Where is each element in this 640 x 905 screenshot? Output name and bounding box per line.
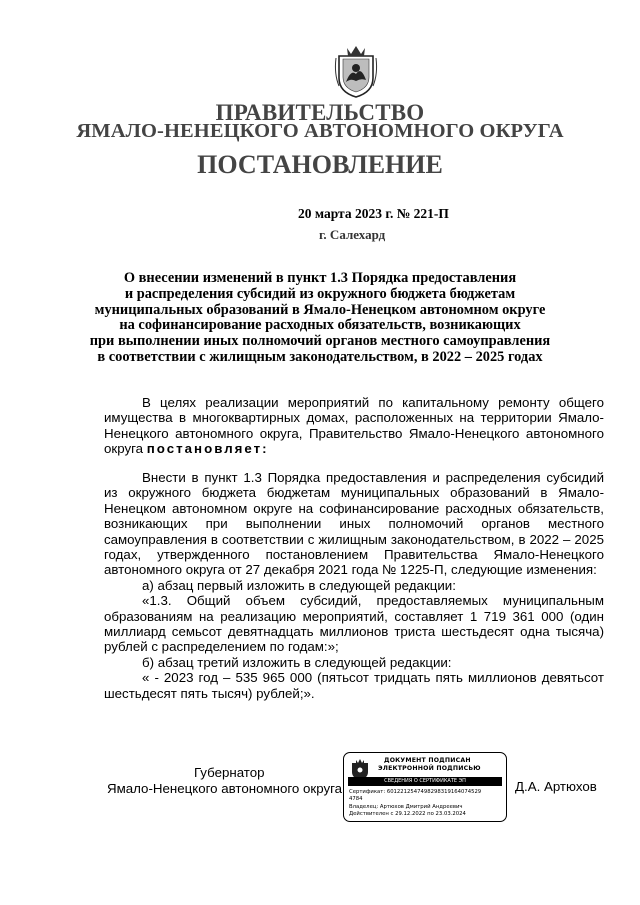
coat-of-arms-icon bbox=[333, 44, 379, 98]
title-line: муниципальных образований в Ямало-Ненецком автономном округе bbox=[94, 301, 546, 318]
document-title bbox=[60, 271, 580, 366]
region-title: ЯМАЛО-НЕНЕЦКОГО АВТОНОМНОГО ОКРУГА bbox=[76, 120, 564, 142]
title-line: в соответствии с жилищным законодательством, в 2022 – 2025 годах bbox=[97, 348, 543, 365]
stamp-subheading: ЭЛЕКТРОННОЙ ПОДПИСЬЮ bbox=[378, 765, 481, 772]
title-line: при выполнении иных полномочий органов местного самоуправления bbox=[89, 333, 551, 350]
electronic-signature-stamp bbox=[343, 752, 507, 822]
stamp-certificate-cont: 4784 bbox=[349, 796, 363, 802]
stamp-certificate: Сертификат: 6012212547498298319164074529 bbox=[349, 789, 482, 795]
date-number: 20 марта 2023 г. № 221-П bbox=[298, 206, 449, 221]
body-paragraph: б) абзац третий изложить в следующей редакции: bbox=[142, 654, 452, 670]
document-body bbox=[104, 470, 604, 701]
signatory-position: Губернатор bbox=[194, 765, 265, 780]
city: г. Салехард bbox=[319, 227, 386, 242]
body-paragraph: а) абзац первый изложить в следующей редакции: bbox=[142, 577, 456, 593]
preamble-action: постановляет: bbox=[146, 441, 269, 457]
title-line: и распределения субсидий из окружного бюджета бюджетам bbox=[124, 285, 516, 302]
stamp-bar: СВЕДЕНИЯ О СЕРТИФИКАТЕ ЭП bbox=[348, 777, 502, 786]
stamp-owner: Владелец: Артюхов Дмитрий Андреевич bbox=[349, 804, 463, 810]
body-paragraph: «1.3. Общий объем субсидий, предоставляемых муниципальным образованиям на реализацию мероприятий, составляет 1 719 361 000 (один миллиард семьсот девятнадцать миллионов триста шестьдесят одна тысяча) рублей с распределением по годам:»; bbox=[104, 593, 604, 655]
signatory-position-region: Ямало-Ненецкого автономного округа bbox=[107, 781, 343, 796]
preamble-text: В целях реализации мероприятий по капитальному ремонту общего имущества в многоквартирных домах, расположенных на территории Ямало-Ненецкого автономного округа, Правительство Ямало-Ненецкого автономного округа bbox=[104, 395, 604, 457]
signatory-name: Д.А. Артюхов bbox=[515, 779, 597, 794]
preamble-paragraph bbox=[104, 395, 604, 457]
body-paragraph: « - 2023 год – 535 965 000 (пятьсот тридцать пять миллионов девятьсот шестьдесят пять тысяч) рублей;». bbox=[104, 670, 604, 701]
government-title: ПРАВИТЕЛЬСТВО bbox=[215, 100, 425, 125]
document-type: ПОСТАНОВЛЕНИЕ bbox=[197, 150, 443, 179]
stamp-validity: Действителен с 29.12.2022 по 23.03.2024 bbox=[349, 811, 466, 817]
title-line: на софинансирование расходных обязательств, возникающих bbox=[119, 317, 521, 334]
body-paragraph: Внести в пункт 1.3 Порядка предоставления и распределения субсидий из окружного бюджета бюджетам муниципальных образований в Ямало-Ненецком автономном округе на софинансирование расходных обязательств, возникающих при выполнении иных полномочий органов местного самоуправления в соответствии с жилищным законодательством, в 2022 – 2025 годах, утвержденного постановлением Правительства Ямало-Ненецкого автономного округа от 27 декабря 2021 года № 1225-П, следующие изменения: bbox=[104, 470, 604, 578]
title-line: О внесении изменений в пункт 1.3 Порядка предоставления bbox=[123, 270, 517, 286]
preamble bbox=[104, 395, 604, 457]
stamp-heading: ДОКУМЕНТ ПОДПИСАН bbox=[384, 757, 471, 764]
